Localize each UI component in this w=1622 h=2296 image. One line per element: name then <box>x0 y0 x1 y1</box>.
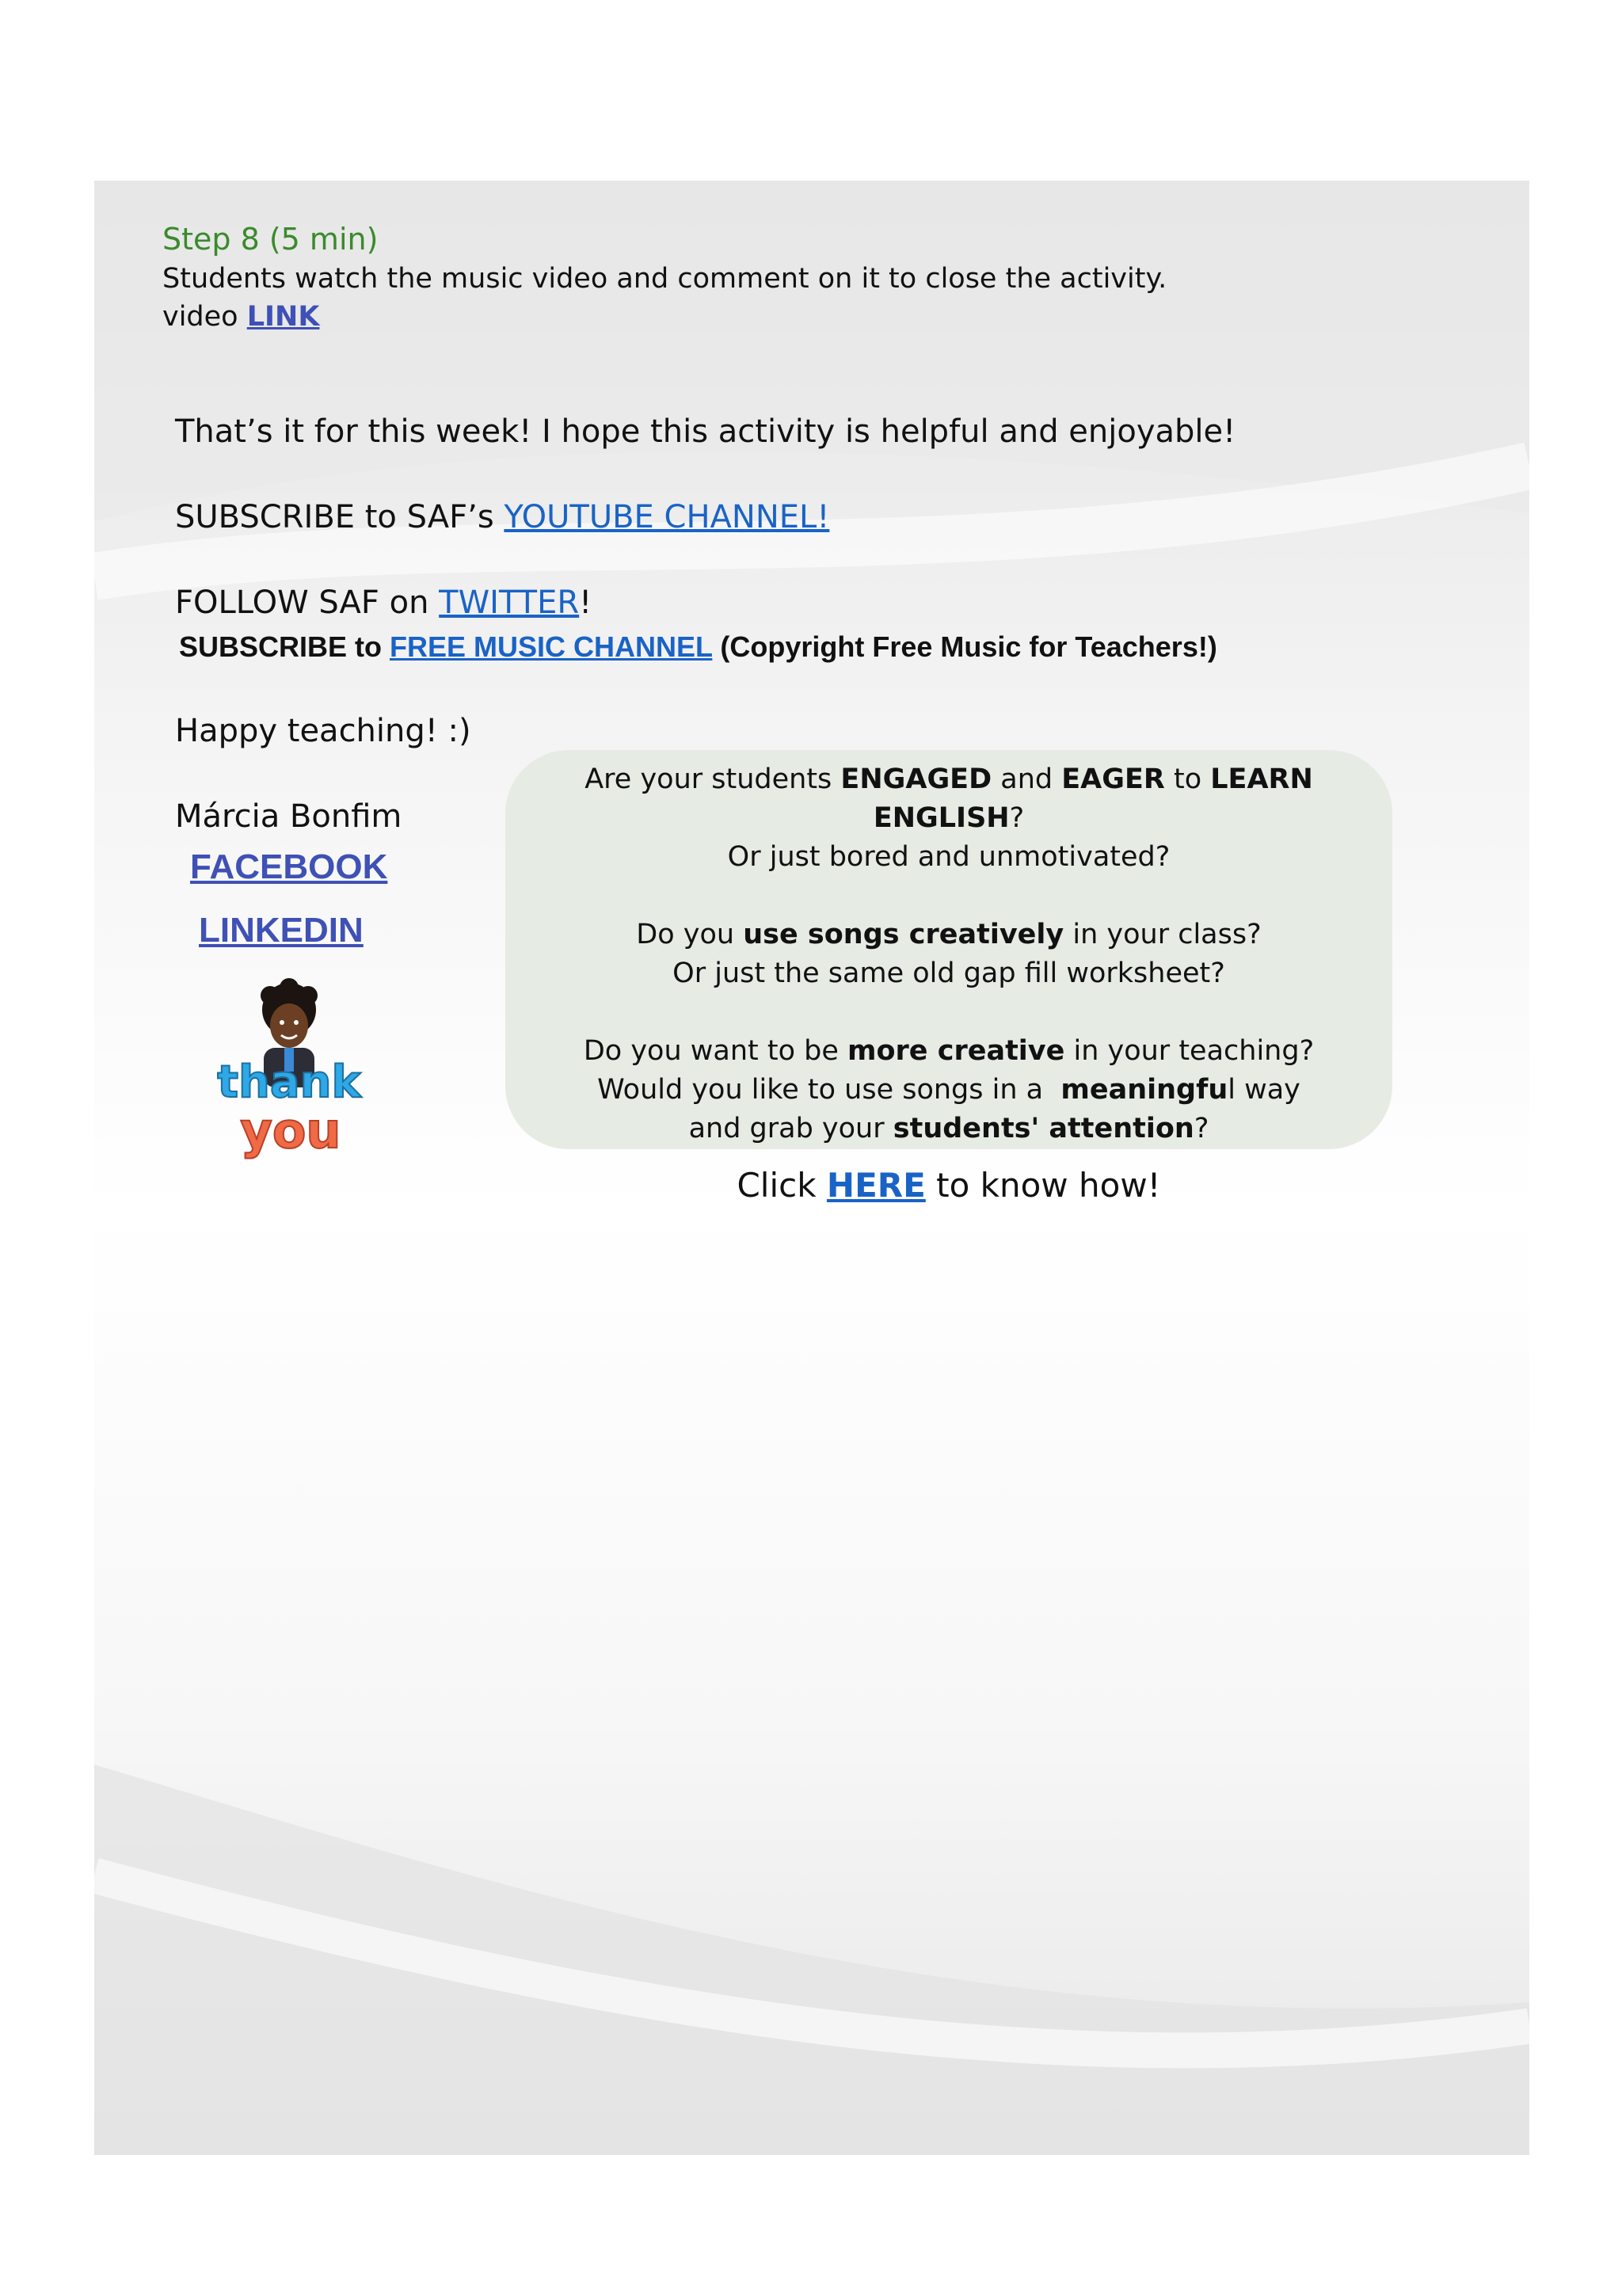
promo-text-segment: ? <box>1009 802 1025 834</box>
promo-emphasis: more creative <box>847 1035 1065 1067</box>
promo-text-segment: in your teaching? <box>1064 1035 1315 1067</box>
promo-line-1 <box>505 760 1392 799</box>
subscribe-youtube-line <box>175 499 829 535</box>
step-title: Step 8 (5 min) <box>162 222 379 257</box>
promo-text-segment: ? <box>1194 1113 1209 1144</box>
promo-emphasis: use songs creatively <box>743 919 1064 950</box>
linkedin-link[interactable]: LINKEDIN <box>199 911 364 950</box>
promo-line-7 <box>505 1071 1392 1110</box>
here-link[interactable]: HERE <box>826 1166 926 1205</box>
cta-line <box>505 1166 1392 1205</box>
promo-text-segment: in your class? <box>1064 919 1262 950</box>
promo-emphasis: ENGLISH <box>873 802 1010 834</box>
closing-intro: That’s it for this week! I hope this activity is helpful and enjoyable! <box>175 413 1236 450</box>
promo-text-segment: and grab your <box>688 1113 893 1144</box>
cta-suffix: to know how! <box>925 1166 1161 1205</box>
music-prefix: SUBSCRIBE to <box>179 630 390 663</box>
promo-emphasis: meaningfu <box>1060 1074 1228 1106</box>
thank-text: thank <box>217 1057 361 1108</box>
promo-line-2 <box>505 799 1392 838</box>
promo-line-3: Or just bored and unmotivated? <box>727 841 1171 873</box>
thank-you-image <box>202 978 376 1168</box>
twitter-link[interactable]: TWITTER <box>439 584 580 621</box>
music-suffix: (Copyright Free Music for Teachers!) <box>712 630 1217 663</box>
promo-text-segment: and <box>992 763 1062 795</box>
promo-text-segment: Would you like to use songs in a <box>597 1074 1061 1106</box>
step-description: Students watch the music video and comment on it to close the activity. <box>162 263 1167 295</box>
promo-text-segment: to <box>1164 763 1211 795</box>
promo-emphasis: students' attention <box>893 1113 1194 1144</box>
promo-emphasis: EAGER <box>1061 763 1165 795</box>
cta-prefix: Click <box>737 1166 827 1205</box>
promo-text-segment: l way <box>1228 1074 1300 1106</box>
subscribe-music-line <box>179 630 1217 664</box>
follow-suffix: ! <box>579 584 592 621</box>
promo-emphasis: LEARN <box>1210 763 1313 795</box>
promo-text-segment: Are your students <box>584 763 841 795</box>
promo-line-5: Or just the same old gap fill worksheet? <box>672 958 1225 989</box>
video-line <box>162 301 319 333</box>
promo-emphasis: ENGAGED <box>840 763 992 795</box>
promo-line-4 <box>505 916 1392 954</box>
promo-text <box>505 760 1392 1148</box>
follow-prefix: FOLLOW SAF on <box>175 584 440 621</box>
happy-teaching: Happy teaching! :) <box>175 713 471 749</box>
promo-line-8 <box>505 1110 1392 1148</box>
video-prefix: video <box>162 301 247 333</box>
follow-twitter-line <box>175 584 592 621</box>
you-text: you <box>240 1102 341 1159</box>
subscribe-prefix: SUBSCRIBE to SAF’s <box>175 499 504 535</box>
free-music-channel-link[interactable]: FREE MUSIC CHANNEL <box>390 630 713 663</box>
avatar-thank-you-icon <box>202 978 376 1168</box>
video-link[interactable]: LINK <box>246 301 320 333</box>
promo-text-segment: Do you want to be <box>583 1035 847 1067</box>
promo-line-6 <box>505 1032 1392 1071</box>
author-name: Márcia Bonfim <box>175 798 402 835</box>
youtube-channel-link[interactable]: YOUTUBE CHANNEL! <box>504 499 830 535</box>
promo-text-segment: Do you <box>636 919 744 950</box>
facebook-link[interactable]: FACEBOOK <box>190 847 388 886</box>
